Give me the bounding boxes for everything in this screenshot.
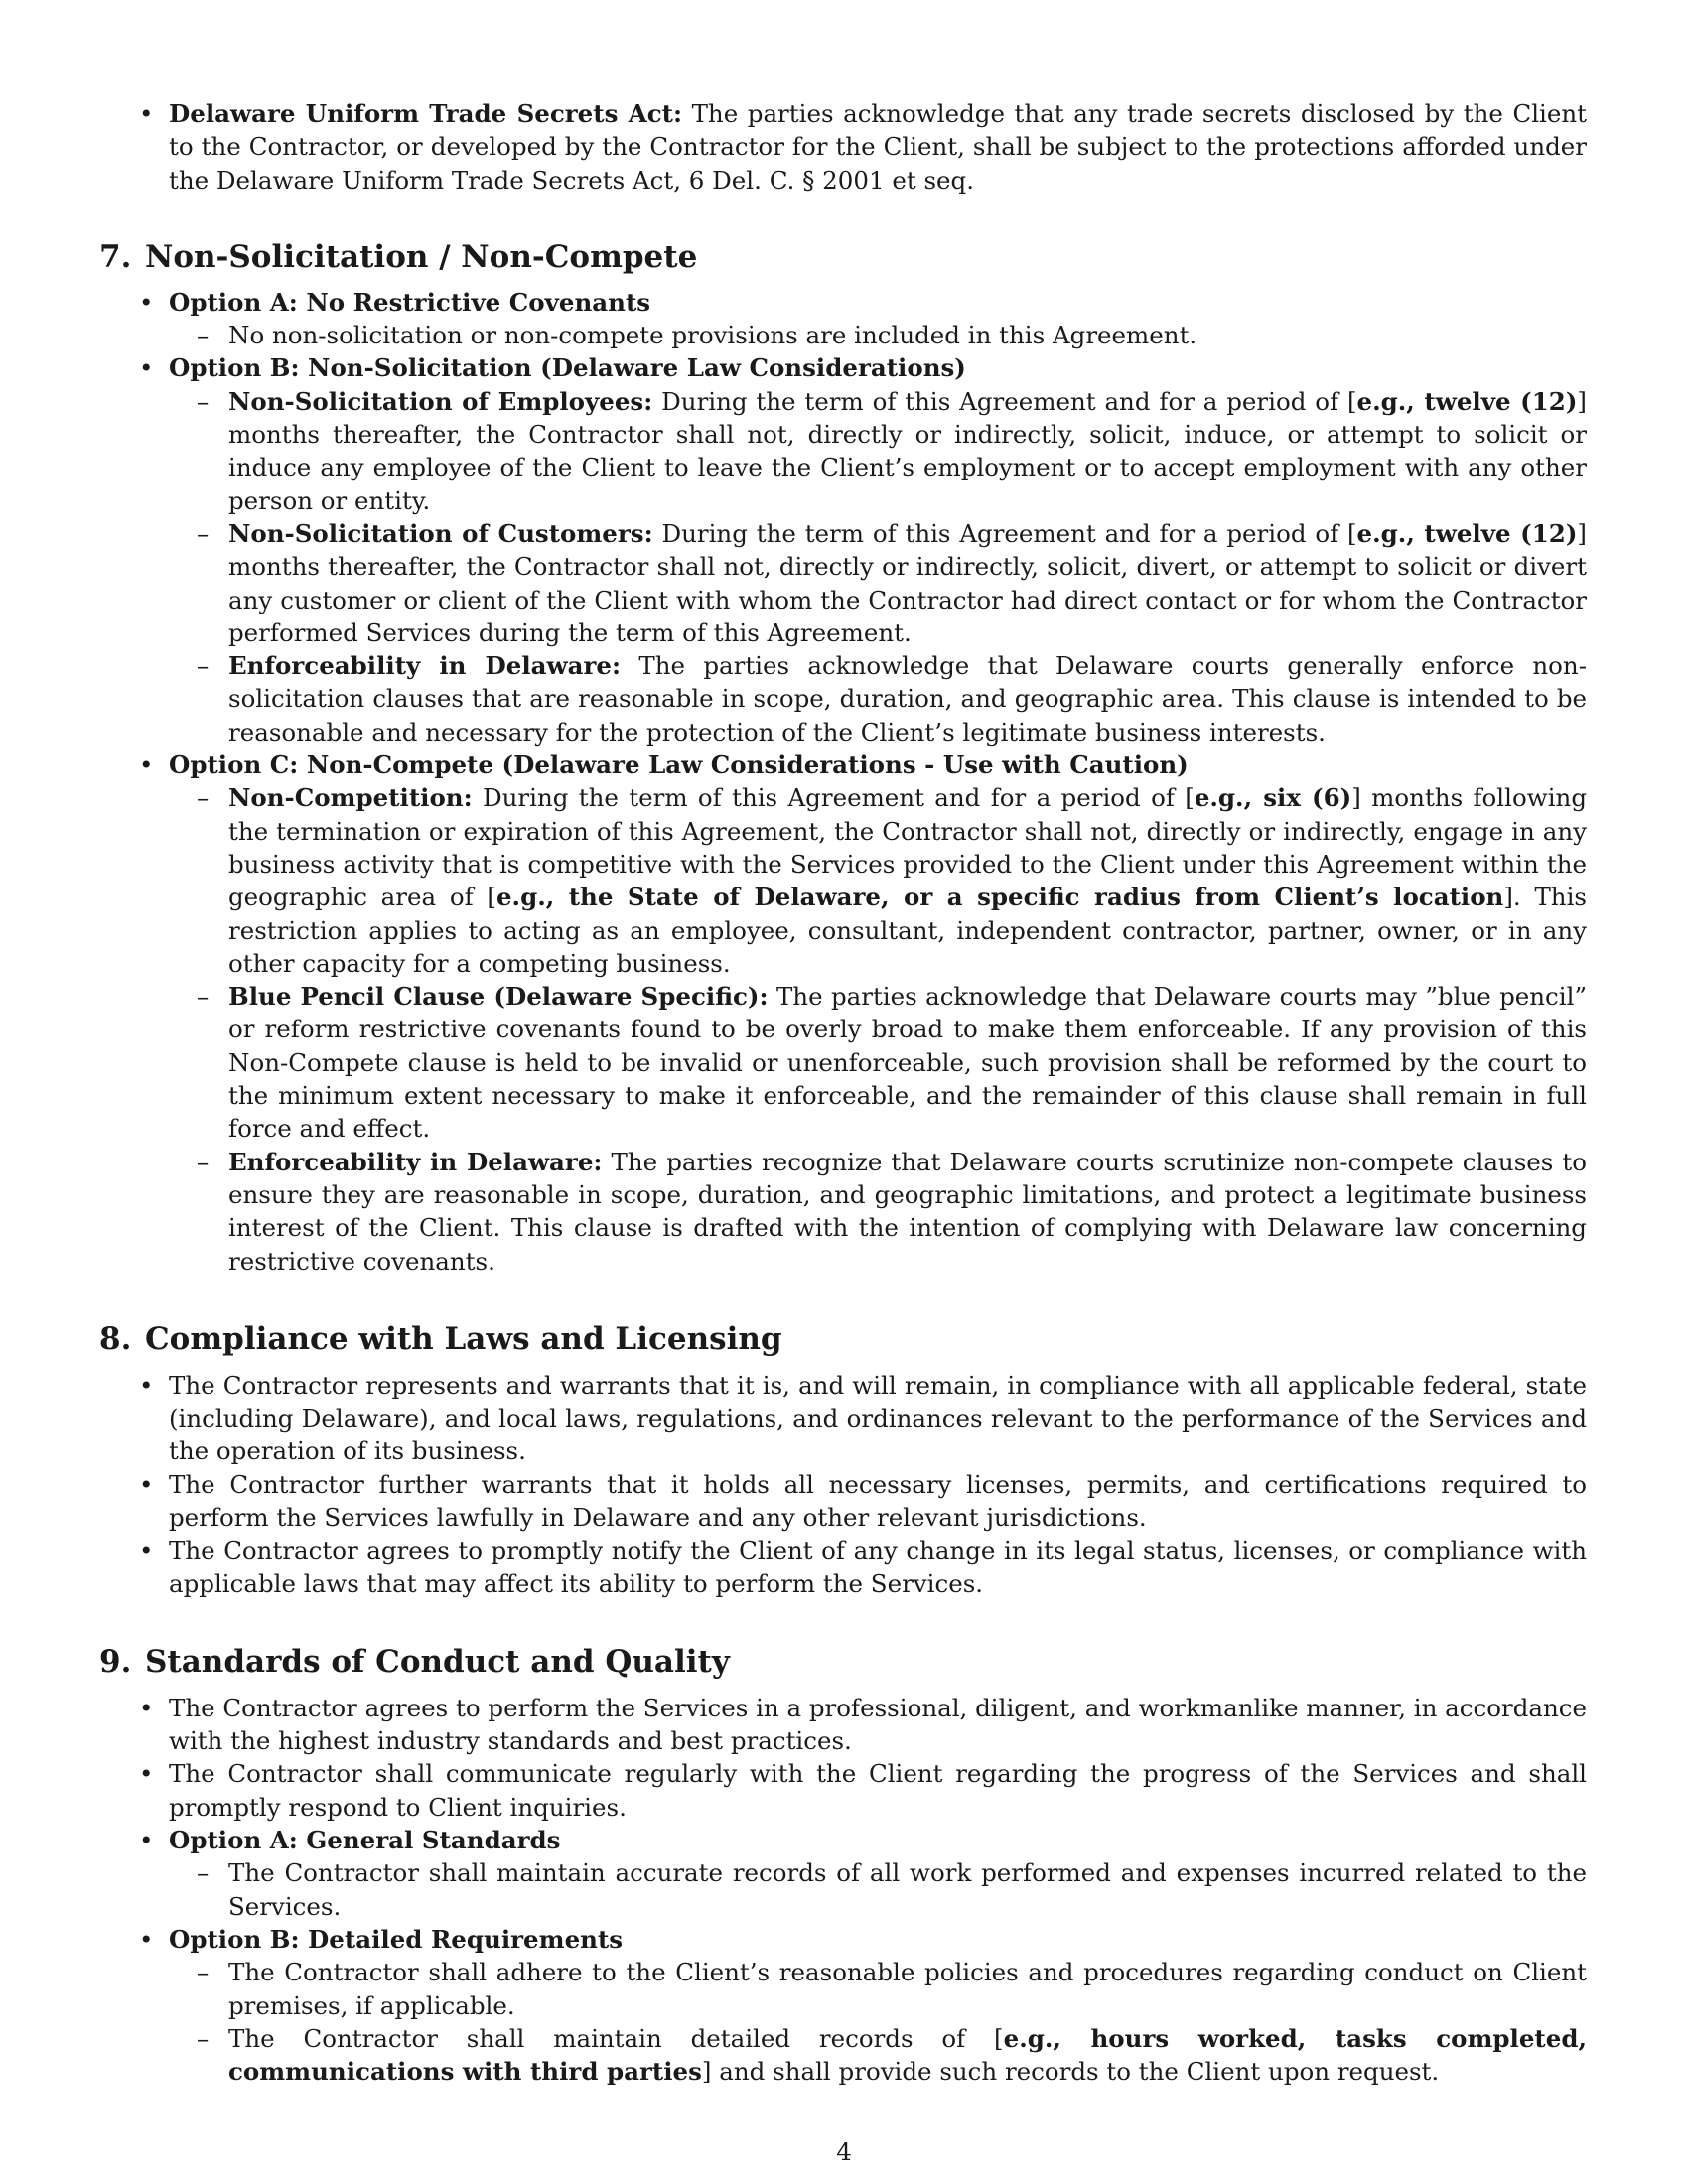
item-label: Enforceability in Delaware: (228, 651, 622, 681)
item-text: ] months following the termination or expiration of this Agreement, the Contractor shall not, directly or indirectly, engage in any business activity that is competitive with the Services provided to the Client under this Agreement within the geographic area of [ (228, 783, 1588, 912)
bullet-text: The Contractor further warrants that it holds all necessary licenses, permits, and certifications required to perform the Services lawfully in Delaware and any other relevant jurisdictions. (169, 1469, 1587, 1532)
item-text: The parties acknowledge that Delaware courts may ”blue pencil” or reform restrictive covenants found to be overly broad to make them enforceable. If any provision of this Non-Compete clause is held to be invalid or unenforceable, such provision shall be reformed by the court to the minimum extent necessary to make it enforceable, and the remainder of this clause shall remain in full force and effect. (228, 982, 1587, 1144)
bullet-text: The Contractor agrees to promptly notify the Client of any change in its legal status, licenses, or compliance with applicable laws that may affect its ability to perform the Services. (169, 1536, 1587, 1598)
placeholder-text: e.g., twelve (12) (1356, 518, 1578, 548)
placeholder-text: e.g., six (6) (1194, 783, 1352, 813)
section-title: Standards of Conduct and Quality (145, 1643, 730, 1680)
bullet-text: The Contractor represents and warrants that it is, and will remain, in compliance with all applicable federal, state (including Delaware), and local laws, regulations, and ordinances relevant to the performance of the Services and the operation of its business. (169, 1370, 1587, 1466)
s7-option-a (99, 286, 1587, 319)
section-8-heading (99, 1319, 1587, 1359)
section-title: Non-Solicitation / Non-Compete (145, 238, 698, 275)
page-number: 4 (836, 2137, 852, 2166)
option-label: Option B: Non-Solicitation (Delaware Law Considerations) (169, 353, 966, 383)
bullet-text: The Contractor agrees to perform the Services in a professional, diligent, and workmanlike manner, in accordance with the highest industry standards and best practices. (169, 1693, 1587, 1756)
item-text: No non-solicitation or non-compete provisions are included in this Agreement. (228, 321, 1197, 350)
bullet-label: Delaware Uniform Trade Secrets Act: (169, 99, 682, 128)
s9-option-b-item-2 (99, 2022, 1587, 2089)
item-text: During the term of this Agreement and for a period of [ (472, 783, 1195, 813)
option-label: Option C: Non-Compete (Delaware Law Considerations - Use with Caution) (169, 751, 1189, 780)
s7-enforceability-c (99, 1146, 1587, 1278)
s7-nonsolicit-employees (99, 385, 1587, 517)
s9-bullet-1 (99, 1692, 1587, 1758)
item-label: Non-Solicitation of Customers: (228, 518, 653, 548)
option-label: Option B: Detailed Requirements (169, 1924, 624, 1954)
document-body (99, 97, 1587, 2088)
s9-option-b-item-1 (99, 1956, 1587, 2022)
s9-option-a (99, 1824, 1587, 1856)
item-label: Enforceability in Delaware: (228, 1147, 603, 1176)
item-text: The Contractor shall adhere to the Client’s reasonable policies and procedures regarding conduct on Client premises, if applicable. (228, 1958, 1587, 2020)
placeholder-text: e.g., the State of Delaware, or a specific radius from Client’s location (495, 883, 1504, 912)
item-text: ]. This restriction applies to acting as an employee, consultant, independent contractor, partner, owner, or in any other capacity for a competing business. (228, 883, 1587, 978)
item-label: Non-Competition: (228, 783, 473, 813)
item-text: During the term of this Agreement and for a period of [ (652, 518, 1357, 548)
s7-blue-pencil (99, 980, 1587, 1145)
option-label: Option A: General Standards (169, 1826, 561, 1855)
bullet-text: The Contractor shall communicate regularly with the Client regarding the progress of the Services and shall promptly respond to Client inquiries. (169, 1759, 1587, 1822)
trade-secrets-bullet (99, 97, 1587, 197)
item-text: The parties acknowledge that Delaware courts generally enforce non-solicitation clauses that are reasonable in scope, duration, and geographic area. This clause is intended to be reasonable and necessary for the protection of the Client’s legitimate business interests. (228, 651, 1587, 747)
section-title: Compliance with Laws and Licensing (145, 1320, 782, 1357)
section-number: 7. (99, 238, 132, 275)
option-label: Option A: No Restrictive Covenants (169, 287, 651, 317)
s8-bullet-3 (99, 1534, 1587, 1600)
item-text: ] months thereafter, the Contractor shall not, directly or indirectly, solicit, divert, or attempt to solicit or divert any customer or client of the Client with whom the Contractor had direct contact or for whom the Contractor performed Services during the term of this Agreement. (228, 518, 1587, 647)
section-number: 9. (99, 1643, 132, 1680)
s9-option-a-item (99, 1856, 1587, 1923)
s8-bullet-1 (99, 1369, 1587, 1468)
section-number: 8. (99, 1320, 132, 1357)
section-7-heading (99, 237, 1587, 277)
s9-bullet-2 (99, 1757, 1587, 1824)
s9-option-b (99, 1923, 1587, 1956)
item-text: The parties recognize that Delaware courts scrutinize non-compete clauses to ensure they are reasonable in scope, duration, and geographic limitations, and protect a legitimate business interest of the Client. This clause is drafted with the intention of complying with Delaware law concerning restrictive covenants. (228, 1147, 1587, 1276)
item-text: ] months thereafter, the Contractor shall not, directly or indirectly, solicit, induce, or attempt to solicit or induce any employee of the Client to leave the Client’s employment or to accept employment with any other person or entity. (228, 386, 1587, 515)
item-text: The Contractor shall maintain accurate records of all work performed and expenses incurred related to the Services. (228, 1858, 1587, 1921)
s7-option-c (99, 749, 1587, 781)
s7-option-b (99, 351, 1587, 384)
item-text: The Contractor shall maintain detailed records of [ (228, 2023, 1004, 2053)
item-text: During the term of this Agreement and for a period of [ (652, 386, 1357, 416)
s7-non-competition (99, 781, 1587, 980)
placeholder-text: e.g., twelve (12) (1356, 386, 1578, 416)
item-label: Blue Pencil Clause (Delaware Specific): (228, 982, 769, 1012)
s7-enforceability-b (99, 649, 1587, 749)
item-text: ] and shall provide such records to the Client upon request. (701, 2057, 1440, 2087)
section-9-heading (99, 1642, 1587, 1682)
item-label: Non-Solicitation of Employees: (228, 386, 653, 416)
s7-option-a-item (99, 319, 1587, 351)
bullet-text: The parties acknowledge that any trade secrets disclosed by the Client to the Contractor, or developed by the Contractor for the Client, shall be subject to the protections afforded under the Delaware Uniform Trade Secrets Act, 6 Del. C. § 2001 et seq. (169, 99, 1587, 195)
s8-bullet-2 (99, 1468, 1587, 1535)
placeholder-text: e.g., hours worked, tasks completed, communications with third parties (228, 2023, 1587, 2087)
s7-nonsolicit-customers (99, 517, 1587, 649)
